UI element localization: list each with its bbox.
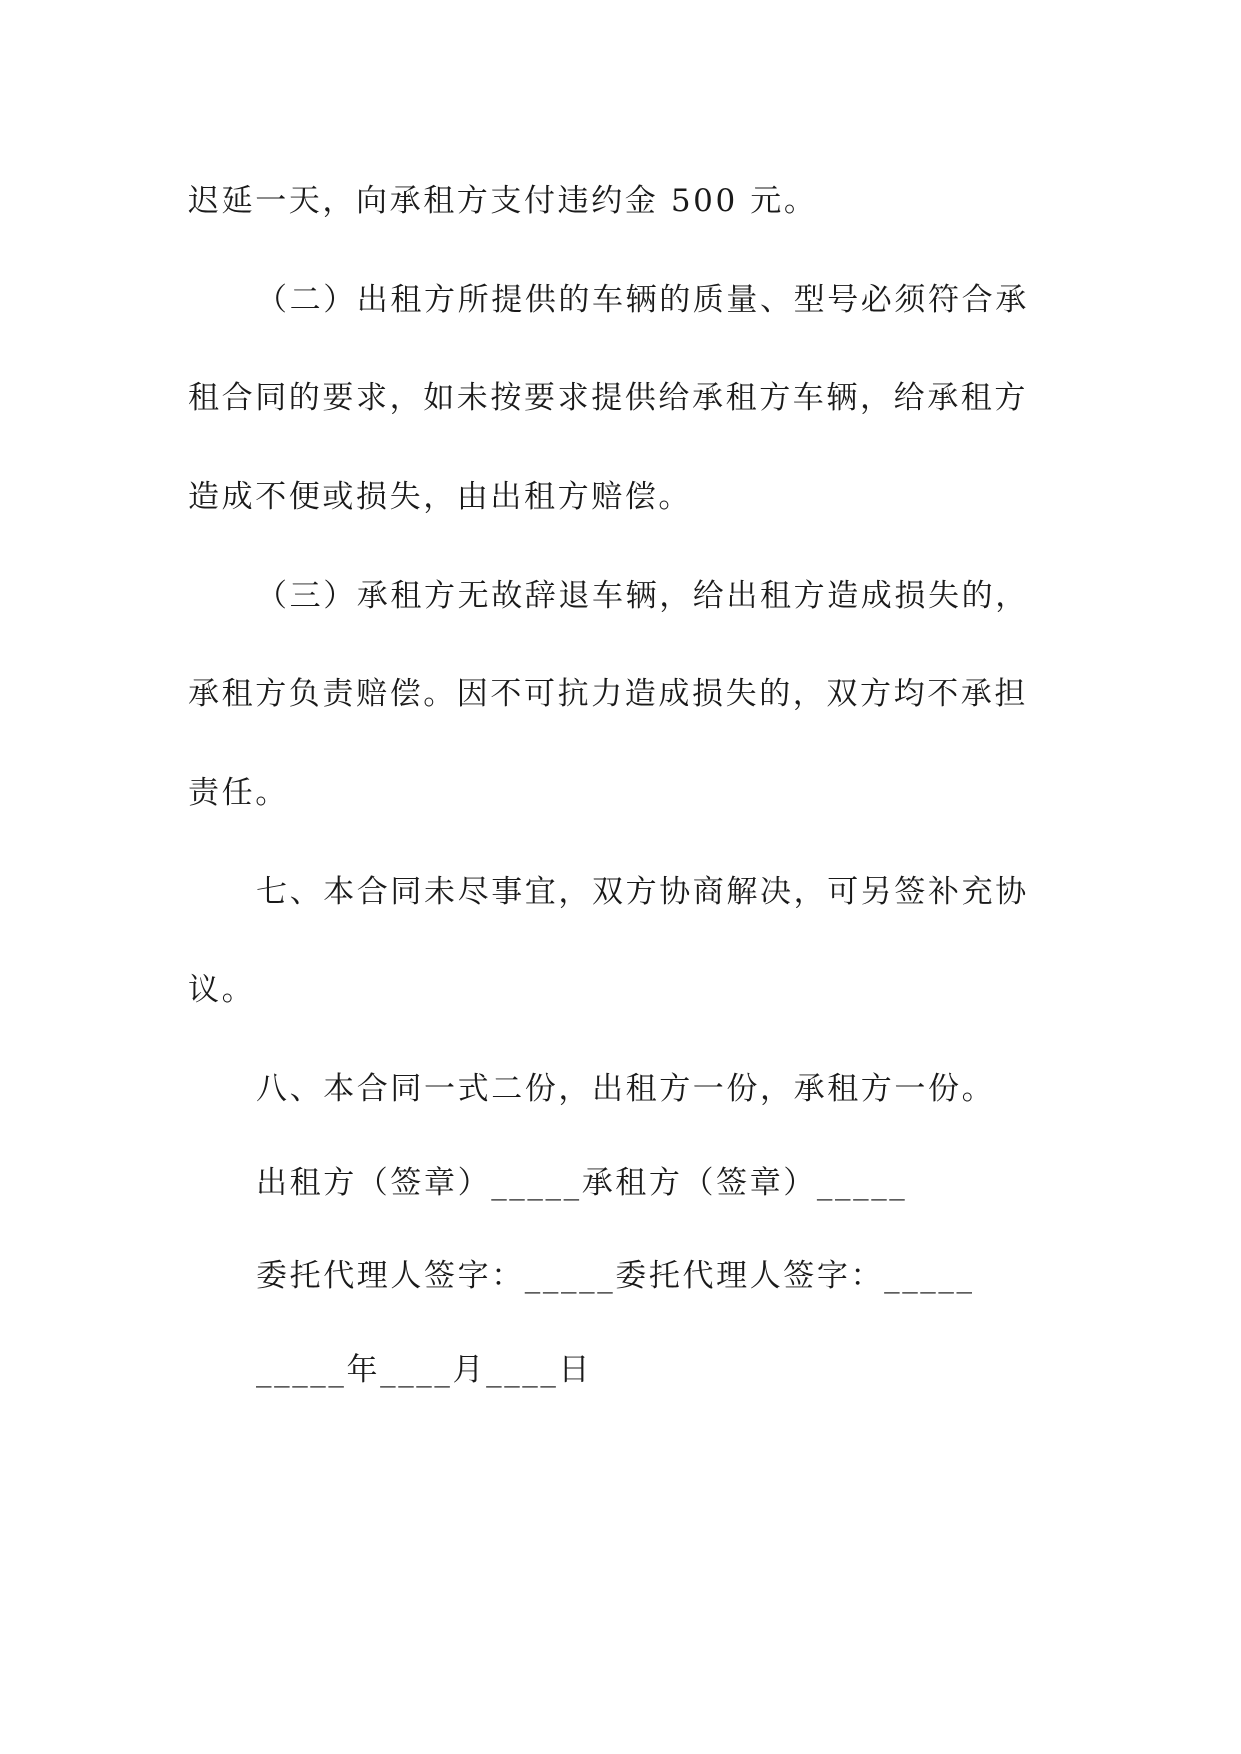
- text-line-clause-2-cont-2: 造成不便或损失，由出租方赔偿。: [188, 479, 692, 515]
- signature-line-agents: 委托代理人签字：_____委托代理人签字：_____: [256, 1258, 975, 1294]
- text-line-clause-3-cont-1: 承租方负责赔偿。因不可抗力造成损失的，双方均不承担: [188, 676, 1028, 712]
- text-line-article-8: 八、本合同一式二份，出租方一份，承租方一份。: [256, 1071, 996, 1107]
- text-line-clause-2-start: （二）出租方所提供的车辆的质量、型号必须符合承: [256, 282, 1029, 318]
- signature-line-parties: 出租方（签章）_____承租方（签章）_____: [256, 1165, 908, 1201]
- text-line-article-7-cont: 议。: [188, 972, 256, 1008]
- text-line-clause-3-start: （三）承租方无故辞退车辆，给出租方造成损失的，: [256, 578, 1029, 614]
- text-line-article-7-start: 七、本合同未尽事宜，双方协商解决，可另签补充协: [256, 874, 1029, 910]
- text-line-clause-3-cont-2: 责任。: [188, 775, 289, 811]
- text-line-clause-2-cont-1: 租合同的要求，如未按要求提供给承租方车辆，给承租方: [188, 380, 1028, 416]
- date-line: _____年____月____日: [256, 1352, 593, 1388]
- text-line-penalty-continuation: 迟延一天，向承租方支付违约金 500 元。: [188, 183, 818, 219]
